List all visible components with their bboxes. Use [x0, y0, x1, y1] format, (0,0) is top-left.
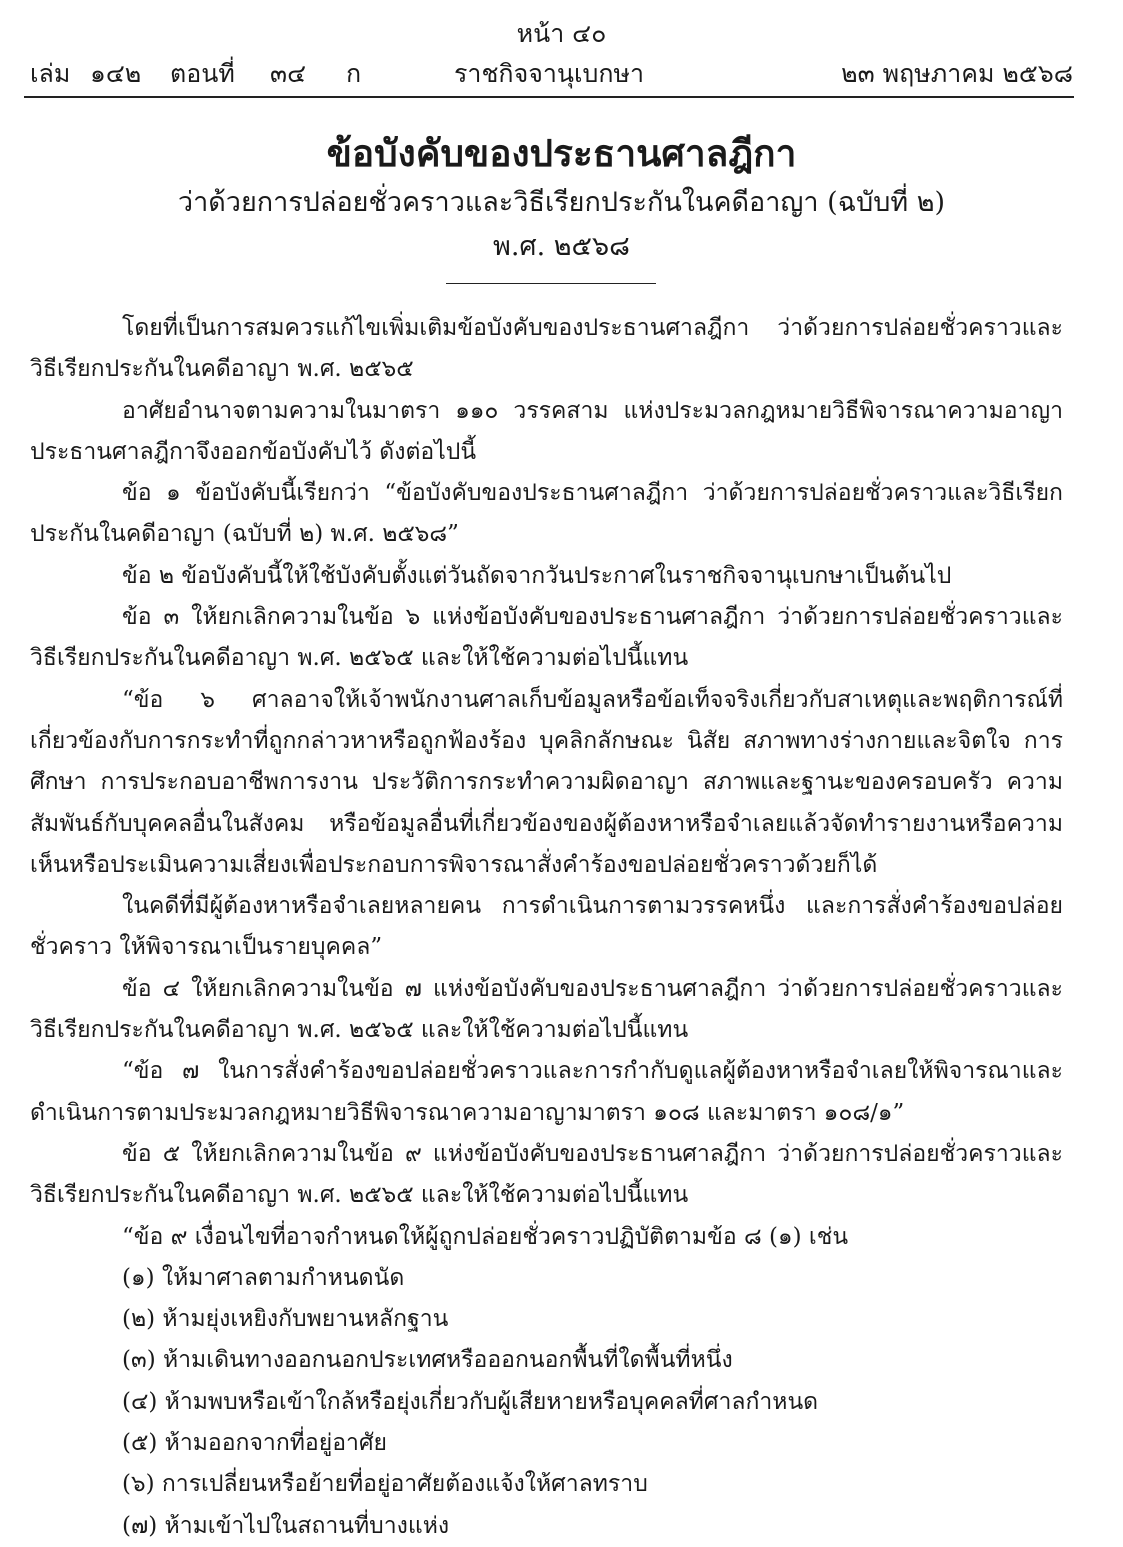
volume-number: ๑๔๒ — [90, 59, 142, 88]
condition-item: (๑) ให้มาศาลตามกำหนดนัด — [122, 1264, 405, 1291]
amended-article-7: “ข้อ ๗ ในการสั่งคำร้องขอปล่อยชั่วคราวและการกำกับดูแลผู้ต้องหาหรือจำเลยให้พิจารณาและดำเนินการตามประมวลกฎหมายวิธีพิจารณาความอาญามาตรา ๑๐๘ และมาตรา ๑๐๘/๑” — [30, 1058, 1063, 1126]
amended-article-6-paragraph-2: ในคดีที่มีผู้ต้องหาหรือจำเลยหลายคน การดำเนินการตามวรรคหนึ่ง และการสั่งคำร้องขอปล่อยชั่วคราว ให้พิจารณาเป็นรายบุคคล” — [30, 893, 1063, 961]
part-label: ตอนที่ — [170, 59, 235, 88]
condition-item: (๗) ห้ามเข้าไปในสถานที่บางแห่ง — [122, 1512, 450, 1539]
header-divider — [24, 96, 1074, 98]
preamble-paragraph: โดยที่เป็นการสมควรแก้ไขเพิ่มเติมข้อบังคับของประธานศาลฎีกา ว่าด้วยการปล่อยชั่วคราวและวิธีเรียกประกันในคดีอาญา พ.ศ. ๒๕๖๕ — [30, 315, 1063, 383]
authority-paragraph: อาศัยอำนาจตามความในมาตรา ๑๑๐ วรรคสาม แห่งประมวลกฎหมายวิธีพิจารณาความอาญา ประธานศาลฎีกาจึงออกข้อบังคับไว้ ดังต่อไปนี้ — [30, 397, 1063, 465]
article-3: ข้อ ๓ ให้ยกเลิกความในข้อ ๖ แห่งข้อบังคับของประธานศาลฎีกา ว่าด้วยการปล่อยชั่วคราวและวิธีเรียกประกันในคดีอาญา พ.ศ. ๒๕๖๕ และให้ใช้ความต่อไปนี้แทน — [30, 604, 1063, 672]
document-title: ข้อบังคับของประธานศาลฎีกา — [326, 131, 797, 175]
condition-item: (๒) ห้ามยุ่งเหยิงกับพยานหลักฐาน — [122, 1306, 449, 1333]
article-5: ข้อ ๕ ให้ยกเลิกความในข้อ ๙ แห่งข้อบังคับของประธานศาลฎีกา ว่าด้วยการปล่อยชั่วคราวและวิธีเรียกประกันในคดีอาญา พ.ศ. ๒๕๖๕ และให้ใช้ความต่อไปนี้แทน — [30, 1140, 1063, 1209]
condition-item: (๕) ห้ามออกจากที่อยู่อาศัย — [122, 1430, 388, 1457]
section-letter: ก — [346, 59, 362, 88]
document-body — [30, 308, 1063, 1547]
article-1: ข้อ ๑ ข้อบังคับนี้เรียกว่า “ข้อบังคับของประธานศาลฎีกา ว่าด้วยการปล่อยชั่วคราวและวิธีเรียกประกันในคดีอาญา (ฉบับที่ ๒) พ.ศ. ๒๕๖๘” — [30, 480, 1063, 548]
volume-label: เล่ม — [30, 59, 71, 88]
amended-article-6: “ข้อ ๖ ศาลอาจให้เจ้าพนักงานศาลเก็บข้อมูลหรือข้อเท็จจริงเกี่ยวกับสาเหตุและพฤติการณ์ที่เกี่ยวข้องกับการกระทำที่ถูกกล่าวหาหรือถูกฟ้องร้อง บุคลิกลักษณะ นิสัย สภาพทางร่างกายและจิตใจ การศึกษา การประกอบอาชีพการงาน ประวัติการกระทำความผิดอาญา สภาพและฐานะของครอบครัว ความสัมพันธ์กับบุคคลอื่นในสังคม หรือข้อมูลอื่นที่เกี่ยวข้องของผู้ต้องหาหรือจำเลยแล้วจัดทำรายงานหรือความเห็นหรือประเมินความเสี่ยงเพื่อประกอบการพิจารณาสั่งคำร้องขอปล่อยชั่วคราวด้วยก็ได้ — [30, 686, 1063, 878]
gazette-header — [30, 58, 1073, 94]
amended-article-9: “ข้อ ๙ เงื่อนไขที่อาจกำหนดให้ผู้ถูกปล่อยชั่วคราวปฏิบัติตามข้อ ๘ (๑) เช่น — [122, 1223, 849, 1250]
article-4: ข้อ ๔ ให้ยกเลิกความในข้อ ๗ แห่งข้อบังคับของประธานศาลฎีกา ว่าด้วยการปล่อยชั่วคราวและวิธีเรียกประกันในคดีอาญา พ.ศ. ๒๕๖๕ และให้ใช้ความต่อไปนี้แทน — [30, 975, 1063, 1044]
page-number: หน้า ๔๐ — [516, 19, 607, 48]
condition-item: (๓) ห้ามเดินทางออกนอกประเทศหรือออกนอกพื้นที่ใดพื้นที่หนึ่ง — [122, 1347, 733, 1374]
publication-date: ๒๓ พฤษภาคม ๒๕๖๘ — [841, 59, 1073, 88]
document-subtitle: ว่าด้วยการปล่อยชั่วคราวและวิธีเรียกประกันในคดีอาญา (ฉบับที่ ๒) — [177, 187, 946, 218]
condition-item: (๔) ห้ามพบหรือเข้าใกล้หรือยุ่งเกี่ยวกับผู้เสียหายหรือบุคคลที่ศาลกำหนด — [122, 1388, 819, 1415]
gazette-name: ราชกิจจานุเบกษา — [454, 59, 645, 88]
part-number: ๓๔ — [270, 59, 307, 88]
document-year: พ.ศ. ๒๕๖๘ — [493, 231, 630, 262]
condition-item: (๖) การเปลี่ยนหรือย้ายที่อยู่อาศัยต้องแจ้งให้ศาลทราบ — [122, 1471, 648, 1498]
article-2: ข้อ ๒ ข้อบังคับนี้ให้ใช้บังคับตั้งแต่วันถัดจากวันประกาศในราชกิจจานุเบกษาเป็นต้นไป — [122, 562, 952, 589]
title-divider — [446, 283, 656, 284]
